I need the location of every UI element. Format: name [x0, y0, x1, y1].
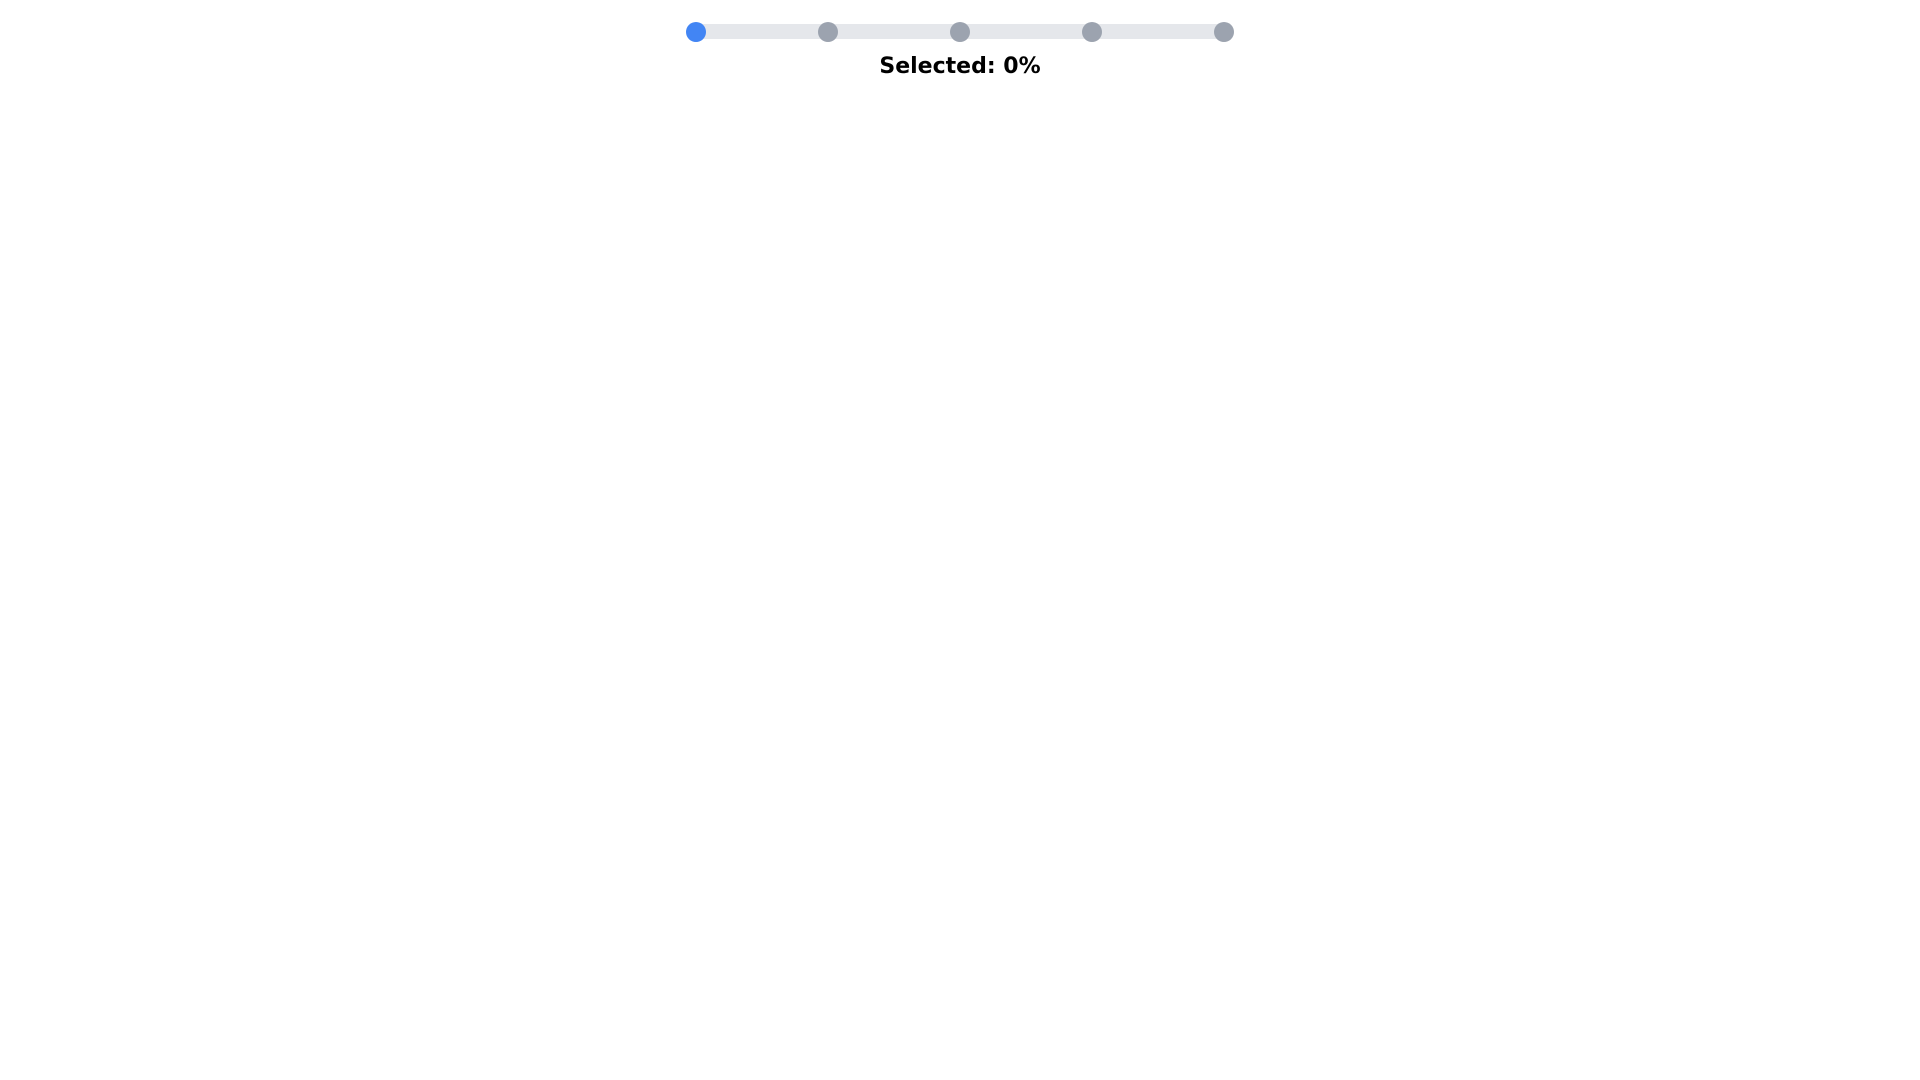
slider-dot-75[interactable]	[1082, 22, 1102, 42]
percentage-slider	[696, 0, 1224, 80]
slider-dot-25[interactable]	[818, 22, 838, 42]
slider-dot-0-active[interactable]	[686, 22, 706, 42]
slider-track[interactable]	[696, 24, 1224, 39]
selected-value-label: Selected: 0%	[879, 54, 1041, 79]
slider-dot-50[interactable]	[950, 22, 970, 42]
slider-dot-100[interactable]	[1214, 22, 1234, 42]
